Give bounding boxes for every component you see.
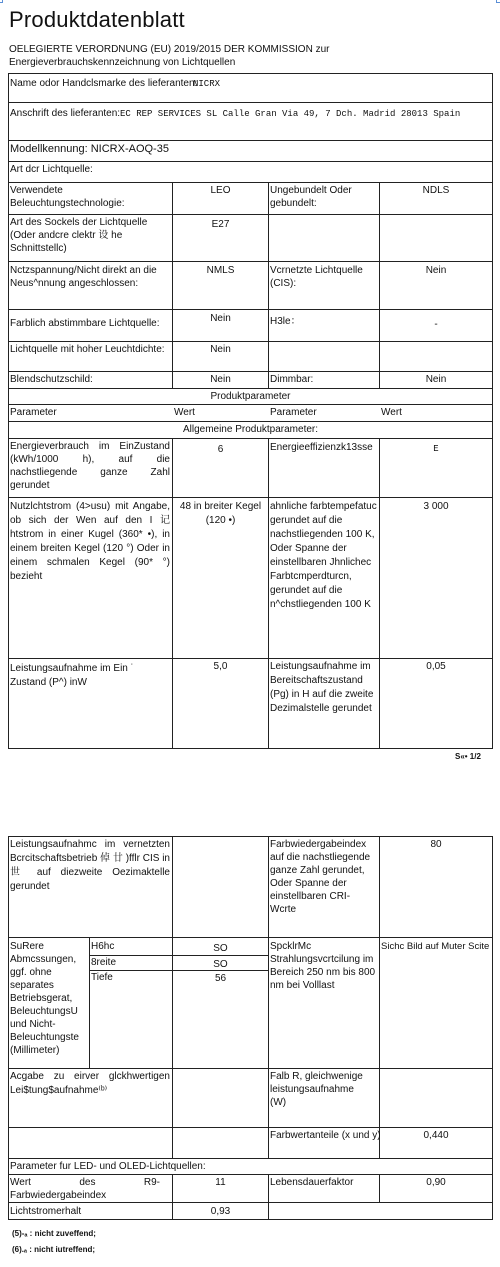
width-label: 8reite	[91, 957, 117, 968]
regulation-text: OELEGIERTE VERORDNUNG (EU) 2019/2015 DER KOMMISSION zur Energieverbrauchskennzeichnung von Lichtquellen	[9, 44, 330, 68]
mains-value: NMLS	[206, 265, 235, 276]
standby-power-label: Leistungsaufnahme im Bereitschaftszustand (Pg) in H auf die zweite Dezimalstelle gerundet	[270, 661, 374, 714]
technology-label: Verwendete Beleuchtungstechnologie:	[10, 185, 125, 209]
cri-label: Farbwiedergabeindex auf die nachstliegende ganze Zahl gerundet, Oder Spanne der einstellbaren CRI- Wcrte	[270, 839, 371, 915]
luminous-flux-label: Nutzlchtstrom (4>usu) mit Angabe, ob sich der Wen auf den I 记 htstrom in einer Kugel (360* •), in einem breiten Kegel (120 °) Oder in einem schmalen Kegel (90* °) bezieht	[10, 501, 170, 582]
table-border	[8, 1127, 493, 1128]
page-number: S«• 1/2	[455, 752, 481, 761]
address-label: Anschrift des lieferanten:	[10, 108, 121, 119]
cri-value: 80	[430, 839, 442, 850]
depth-label: Tiefe	[91, 972, 113, 983]
value-col-header: Wert	[381, 407, 402, 418]
param-col-header: Parameter	[270, 407, 317, 418]
lumen-maintenance-value: 0,93	[210, 1206, 231, 1217]
networked-standby-label: Leistungsaufnahmc im vernetzten Bcrcitschaftsbetrieb 倬 廿 )fflr CIS in 世 auf diezweite Oezimaktelle gerundet	[10, 839, 170, 892]
r9-value: 11	[215, 1177, 226, 1188]
model-id: Modellkennung: NICRX-AOQ-35	[10, 143, 169, 155]
light-source-type-label: Art dcr Lichtquelle:	[10, 164, 93, 175]
table-border	[8, 836, 493, 837]
table-border	[379, 836, 380, 1158]
unbundled-label: Ungebundelt Oder gebundelt:	[270, 185, 352, 209]
unbundled-value: NDLS	[422, 185, 450, 196]
page-title: Produktdatenblatt	[9, 7, 185, 32]
dimmable-value: Nein	[425, 374, 447, 385]
color-temperature-label: ahnliche farbtempefatuc gerundet auf die nachstliegenden 100 K, Oder Spanne der einstellbaren Jhnlichec Farbtcmperdturcn, gerundet auf die n^chstliegenden 100 K	[270, 501, 377, 610]
hsle-value: -	[434, 319, 438, 330]
glare-shield-label: Blendschutzschild:	[10, 374, 93, 385]
dimensions-label: SuRere Abmcssungen, ggf. ohne separates Betriebsgerat, BeleuchtungsU und Nicht-Beleuchtungste (Millimeter)	[10, 941, 79, 1056]
table-border	[8, 1219, 493, 1220]
color-temperature-value: 3 000	[423, 501, 449, 512]
socket-value: E27	[211, 219, 230, 230]
lumen-maintenance-label: Lichtstromerhalt	[10, 1206, 82, 1217]
technology-value: LEO	[210, 185, 231, 196]
energy-consumption-label: Energieverbrauch im EinZustand (kWh/1000 h), auf die nachstliegende ganze Zahl gerundet	[10, 441, 170, 491]
table-border	[89, 970, 269, 971]
height-value: SO	[213, 943, 228, 954]
efficiency-class-value: E	[433, 444, 439, 454]
table-border	[8, 937, 493, 938]
general-params-header: Allgemeine Produktparameter:	[182, 424, 319, 435]
param-col-header: Parameter	[10, 407, 57, 418]
efficiency-class-label: Energieeffizienzk13sse	[270, 442, 373, 453]
depth-value: 56	[214, 973, 227, 984]
glare-shield-value: Nein	[210, 374, 231, 385]
luminous-flux-value: 48 in breiter Kegel (120 •)	[179, 501, 262, 526]
spectral-distribution-value: Sichc Bild auf Muter Scite	[381, 941, 490, 952]
socket-label: Art des Sockels der Lichtquelle (Oder andcre clektr 设 he Schnittstellc)	[10, 217, 148, 254]
energy-consumption-value: 6	[217, 444, 224, 455]
table-border	[268, 836, 269, 1158]
spectral-distribution-label: SpcklrMc Strahlungsvcrtcilung im Bereich 250 nm bis 800 nm bei Volllast	[270, 941, 376, 991]
color-tunable-label: Farblich abstimmbare Lichtquelle:	[10, 318, 160, 329]
supplier-name-value: NICRX	[193, 79, 221, 89]
high-luminance-value: Nein	[210, 344, 231, 355]
footnote: (6).ₐ : nicht iutreffend;	[12, 1245, 96, 1254]
value-col-header: Wert	[174, 407, 195, 418]
networked-value: Nein	[425, 265, 447, 276]
address-value: EC REP SERVICES SL Calle Gran Via 49, 7 Dch. Madrid 28013 Spain	[120, 109, 461, 119]
on-mode-power-value: 5,0	[213, 661, 228, 672]
lifetime-factor-value: 0,90	[426, 1177, 446, 1188]
networked-label: Vcrnetzte Lichtquelle (CIS):	[270, 265, 363, 289]
table-border	[8, 1068, 493, 1069]
color-tunable-value: Nein	[210, 313, 231, 324]
mains-label: Nctzspannung/Nicht direkt an die Neus^nnung angeschlossen:	[10, 265, 157, 289]
equivalent-power-label: Acgabe zu eirver glckhwertigen Lei$tung$aufnahme⁽ᵇ⁾	[10, 1071, 170, 1096]
footnote: (5)-ₐ : nicht zuveffend;	[12, 1229, 96, 1238]
high-luminance-label: Lichtquelle mit hoher Leuchtdichte:	[10, 344, 165, 355]
height-label: H6hc	[91, 941, 115, 952]
table-border	[8, 1202, 493, 1203]
on-mode-power-label: Leistungsaufnahme im Ein ˙ Zustand (P^) inW	[10, 663, 134, 688]
lifetime-factor-label: Lebensdauerfaktor	[270, 1177, 354, 1188]
width-value: SO	[213, 959, 228, 970]
hsle-label: H3le：	[270, 316, 301, 327]
product-params-header: Produktparameter	[210, 391, 291, 402]
table-border	[8, 1158, 493, 1159]
chromaticity-value: 0,440	[423, 1130, 449, 1141]
r9-label: Wert des R9-Farbwiedergabeindex	[10, 1177, 160, 1201]
supplier-name-label: Name odor Handclsmarke des lieferanten:	[10, 78, 198, 89]
table-border	[8, 1174, 493, 1175]
chromaticity-label: Farbwertanteile (x und y)	[270, 1130, 381, 1141]
standby-power-value: 0,05	[426, 661, 446, 672]
led-params-header: Parameter fur LED- und OLED-Lichtquellen:	[10, 1161, 206, 1172]
table-border	[492, 836, 493, 1220]
table-border	[89, 937, 90, 1068]
table-border	[8, 836, 9, 1220]
dimmable-label: Dimmbar:	[270, 374, 314, 385]
table-border	[268, 1174, 269, 1220]
falb-label: Falb R, gleichwenige leistungsaufnahme (W)	[270, 1071, 363, 1108]
table-border	[172, 836, 173, 1158]
